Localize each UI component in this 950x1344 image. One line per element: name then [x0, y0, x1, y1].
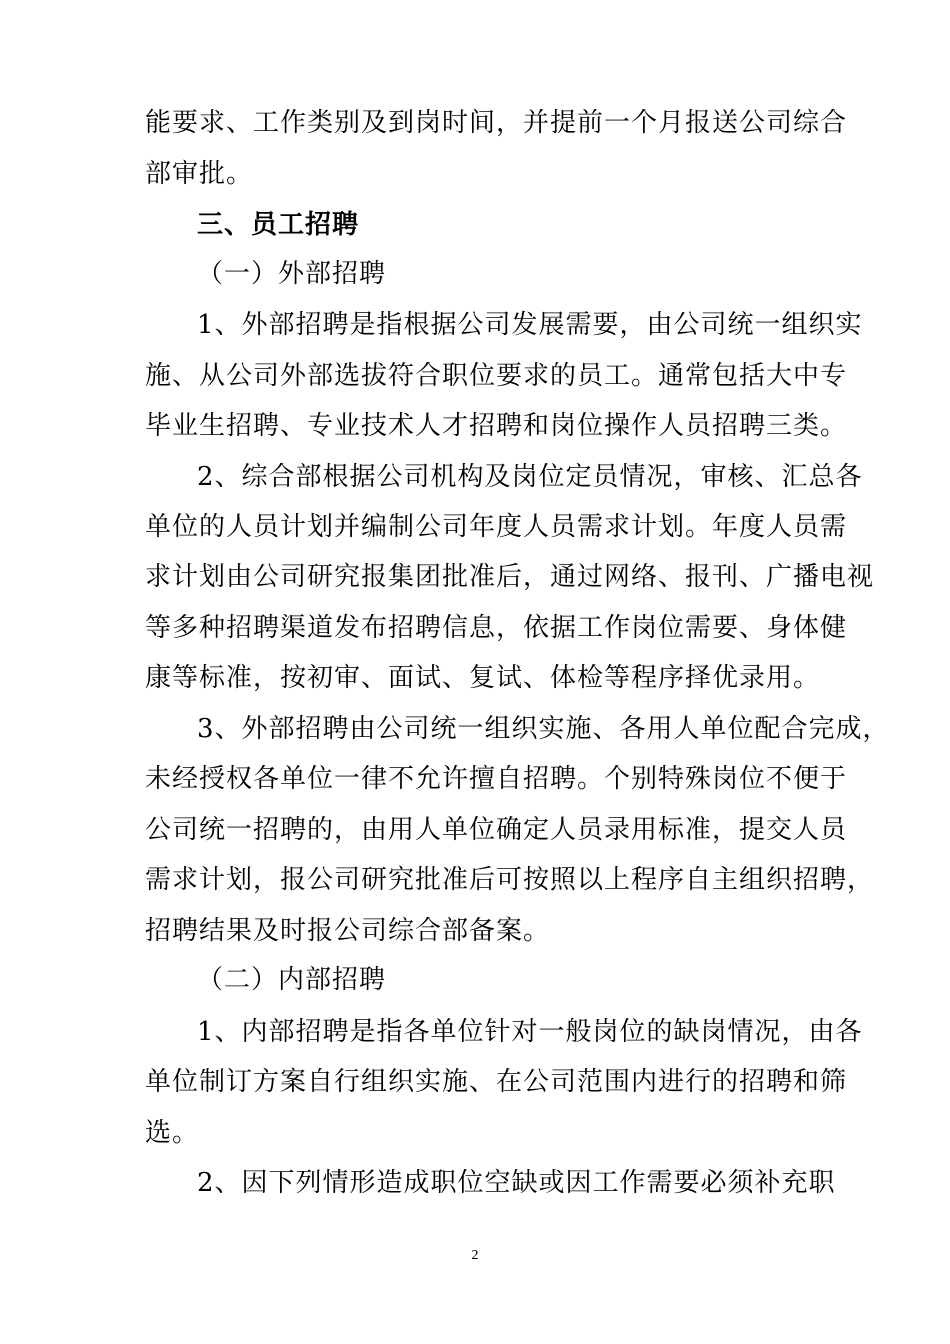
paragraph-line: 能要求、工作类别及到岗时间，并提前一个月报送公司综合	[145, 108, 848, 138]
paragraph-line: 2、因下列情形造成职位空缺或因工作需要必须补充职	[197, 1168, 836, 1198]
page-number: 2	[471, 1248, 479, 1263]
paragraph-line: 求计划由公司研究报集团批准后，通过网络、报刊、广播电视	[145, 562, 875, 592]
section-heading: 三、员工招聘	[197, 210, 360, 240]
paragraph-line: 等多种招聘渠道发布招聘信息，依据工作岗位需要、身体健	[145, 613, 848, 643]
paragraph-line: 3、外部招聘由公司统一组织实施、各用人单位配合完成，	[197, 714, 890, 744]
paragraph-line: 未经授权各单位一律不允许擅自招聘。个别特殊岗位不便于	[145, 764, 848, 794]
paragraph-line: 施、从公司外部选拔符合职位要求的员工。通常包括大中专	[145, 361, 848, 391]
subsection-heading: （二）内部招聘	[197, 965, 387, 995]
paragraph-line: 部审批。	[145, 159, 254, 189]
subsection-heading: （一）外部招聘	[197, 259, 387, 289]
paragraph-line: 单位制订方案自行组织实施、在公司范围内进行的招聘和筛	[145, 1067, 848, 1097]
paragraph-line: 招聘结果及时报公司综合部备案。	[145, 916, 551, 946]
paragraph-line: 1、内部招聘是指各单位针对一般岗位的缺岗情况，由各	[197, 1017, 863, 1047]
paragraph-line: 2、综合部根据公司机构及岗位定员情况，审核、汇总各	[197, 462, 863, 492]
paragraph-line: 康等标准，按初审、面试、复试、体检等程序择优录用。	[145, 663, 821, 693]
paragraph-line: 1、外部招聘是指根据公司发展需要，由公司统一组织实	[197, 310, 863, 340]
paragraph-line: 选。	[145, 1118, 200, 1148]
paragraph-line: 公司统一招聘的，由用人单位确定人员录用标准，提交人员	[145, 815, 848, 845]
paragraph-line: 单位的人员计划并编制公司年度人员需求计划。年度人员需	[145, 512, 848, 542]
paragraph-line: 需求计划，报公司研究批准后可按照以上程序自主组织招聘，	[145, 865, 875, 895]
paragraph-line: 毕业生招聘、专业技术人才招聘和岗位操作人员招聘三类。	[145, 411, 848, 441]
